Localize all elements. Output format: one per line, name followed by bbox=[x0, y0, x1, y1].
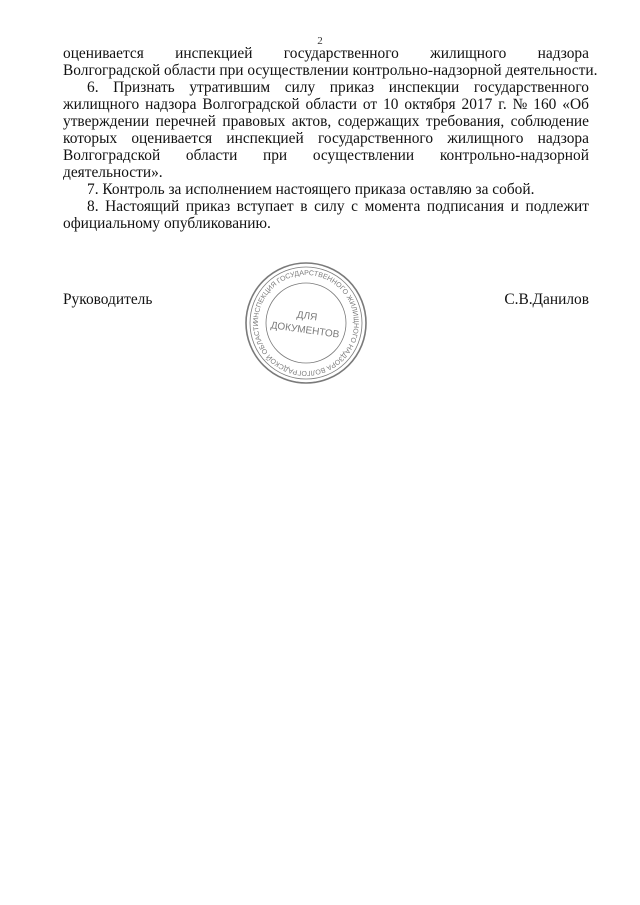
paragraph-line: официальному опубликованию. bbox=[63, 215, 271, 232]
paragraph-line: жилищного надзора Волгоградской области от 10 октября 2017 г. № 160 «Об bbox=[63, 96, 589, 113]
stamp-ring-text: ИНСПЕКЦИЯ ГОСУДАРСТВЕННОГО ЖИЛИЩНОГО НАДЗОРА ВОЛГОГРАДСКОЙ ОБЛАСТИ bbox=[252, 269, 360, 377]
stamp-center-bottom: ДОКУМЕНТОВ bbox=[269, 320, 340, 341]
page-number: 2 bbox=[317, 35, 323, 47]
paragraph-line: 8. Настоящий приказ вступает в силу с момента подписания и подлежит bbox=[87, 198, 589, 215]
stamp-outer-ring bbox=[246, 263, 366, 383]
signature-role: Руководитель bbox=[63, 291, 153, 308]
paragraph-line: утверждении перечней правовых актов, содержащих требования, соблюдение bbox=[63, 113, 589, 130]
paragraph-line: деятельности». bbox=[63, 164, 163, 181]
stamp-inner-ring bbox=[250, 267, 362, 379]
paragraph-line: Волгоградской области при осуществлении контрольно-надзорной деятельности. bbox=[63, 62, 598, 79]
document-body bbox=[63, 45, 598, 232]
signature-name: С.В.Данилов bbox=[504, 291, 589, 308]
paragraph-line: которых оценивается инспекцией государственного жилищного надзора bbox=[63, 130, 589, 147]
stamp-center-top: ДЛЯ bbox=[295, 309, 318, 324]
official-seal-stamp bbox=[244, 261, 368, 385]
paragraph-line: 7. Контроль за исполнением настоящего приказа оставляю за собой. bbox=[87, 181, 535, 198]
paragraph-line: Волгоградской области при осуществлении контрольно-надзорной bbox=[63, 147, 589, 164]
paragraph-line: оценивается инспекцией государственного жилищного надзора bbox=[63, 45, 589, 62]
paragraph-line: 6. Признать утратившим силу приказ инспекции государственного bbox=[87, 79, 589, 96]
